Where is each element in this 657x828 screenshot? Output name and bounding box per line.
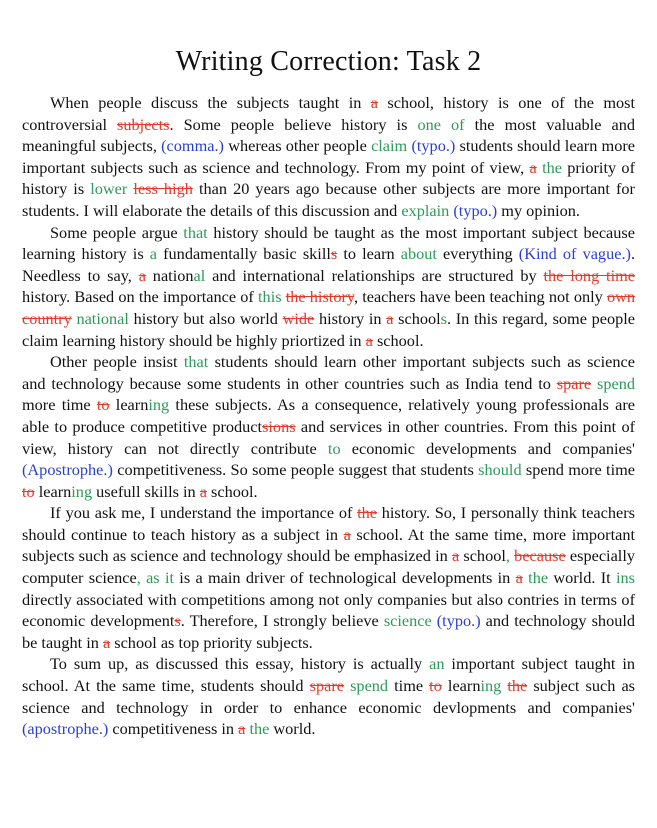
correction-note: (Apostrophe.) [22, 460, 113, 480]
deleted-text: the [357, 503, 378, 523]
text-segment: , teachers have been teaching not only [353, 287, 607, 307]
inserted-text: the [528, 568, 549, 588]
deleted-text: the long time [543, 265, 635, 285]
inserted-text: spend [597, 373, 635, 393]
text-segment: history. Based on the importance of [22, 287, 259, 307]
deleted-text: wide [282, 308, 315, 328]
inserted-text: science [383, 611, 432, 631]
inserted-text: the [249, 719, 270, 739]
inserted-text: , [505, 546, 510, 566]
paragraph [22, 653, 635, 739]
text-segment: the most valuable and meaningful subjects, [22, 114, 635, 156]
text-segment: and services in other countries. From this point of view, history can not directly contribute [22, 416, 636, 458]
text-segment: students should learn other important subjects such as science and technology because some students in other countries such as India tend to [22, 352, 636, 393]
deleted-text: a [370, 93, 378, 112]
deleted-text: a [238, 719, 246, 739]
text-segment: to learn [337, 244, 401, 264]
text-segment: spend more time [521, 460, 635, 480]
text-segment: If you ask me, I understand the importance of [50, 503, 358, 523]
inserted-text: spend [350, 676, 389, 696]
text-segment: learn [109, 395, 149, 415]
deleted-text: a [365, 330, 373, 350]
correction-note: (comma.) [161, 136, 224, 156]
text-segment: learn [34, 481, 72, 501]
text-segment: especially computer science [22, 546, 635, 588]
inserted-text: to [327, 438, 341, 458]
text-segment: and international relationships are structured by [205, 265, 544, 285]
text-segment: whereas other people [223, 136, 372, 156]
correction-note: (typo.) [411, 136, 456, 156]
inserted-text: that [183, 222, 208, 242]
inserted-text: ing [71, 481, 93, 501]
inserted-text: ing [148, 395, 170, 415]
text-segment: Other people insist [50, 352, 184, 372]
text-segment: Some people argue [50, 222, 184, 242]
text-segment: economic developments and companies' [340, 438, 635, 458]
inserted-text: al [193, 265, 206, 285]
deleted-text: a [343, 524, 351, 544]
deleted-text: because [514, 546, 566, 566]
text-segment: school [393, 308, 441, 328]
text-segment: priority of history is [22, 157, 635, 199]
deleted-text: s [330, 244, 338, 264]
deleted-text: own country [22, 287, 635, 328]
text-segment: competitiveness. So some people suggest that students [112, 460, 479, 480]
deleted-text: s [174, 611, 181, 631]
inserted-text: ing [480, 676, 502, 696]
inserted-text: s [440, 308, 447, 328]
text-segment: . Needless to say, [22, 244, 636, 285]
text-segment: world. [269, 719, 316, 739]
inserted-text: explain [401, 200, 450, 220]
text-segment: world. It [548, 568, 616, 588]
text-segment: school, history is one of the most controversial [22, 93, 635, 134]
text-segment: and technology should be taught in [22, 611, 636, 652]
text-segment: school. [372, 330, 424, 350]
deleted-text: to [96, 395, 110, 415]
text-segment: . Therefore, I strongly believe [180, 611, 384, 631]
inserted-text: national [76, 308, 129, 328]
correction-note: (typo.) [453, 200, 498, 220]
text-segment: time [388, 676, 430, 696]
text-segment: history should be taught as the most important subject because learning history is [22, 222, 635, 264]
inserted-text: this [258, 287, 282, 307]
essay-body [22, 92, 635, 740]
text-segment: . Some people believe history is [169, 114, 418, 134]
text-segment: more time [22, 395, 97, 415]
inserted-text: , as it [136, 568, 174, 588]
deleted-text: spare [556, 373, 592, 393]
text-segment: history but also world [128, 308, 283, 328]
inserted-text: a [149, 244, 157, 264]
deleted-text: a [199, 481, 207, 501]
text-segment: subject such as science and technology in order to enhance economic devlopments and companies' [22, 676, 636, 717]
deleted-text: spare [309, 676, 345, 696]
inserted-text: claim [371, 136, 408, 156]
text-segment: nation [145, 265, 194, 285]
text-segment: than 20 years ago because other subjects are more important for students. I will elaborate the details of this discussion and [22, 179, 635, 220]
inserted-text: ins [615, 568, 635, 588]
inserted-text: one of [417, 114, 465, 134]
deleted-text: to [22, 481, 35, 501]
inserted-text: the [542, 157, 562, 177]
text-segment: school. [206, 481, 258, 501]
inserted-text: should [478, 460, 522, 480]
deleted-text: a [529, 157, 537, 177]
text-segment: When people discuss the subjects taught in [50, 93, 371, 112]
deleted-text: sions [262, 416, 296, 436]
text-segment: my opinion. [497, 200, 581, 220]
text-segment: . In this regard, some people claim learning history should be highly priortized in [22, 308, 636, 350]
text-segment: To sum up, as discussed this essay, history is actually [50, 654, 430, 674]
paragraph [22, 222, 635, 352]
text-segment: these subjects. As a consequence, relatively young professionals are able to produce competitive product [22, 395, 636, 436]
correction-note: (Kind of vague.) [518, 244, 631, 264]
text-segment: important subject taught in school. At the same time, students should [22, 654, 635, 696]
text-segment: history. So, I personally think teachers should continue to teach history as a subject in [22, 503, 636, 544]
inserted-text: an [429, 654, 445, 674]
inserted-text: that [183, 352, 209, 372]
text-segment: history in [314, 308, 387, 328]
deleted-text: a [451, 546, 460, 566]
correction-note: (apostrophe.) [22, 719, 109, 739]
text-segment: directly associated with competitions among not only companies but also contries in terms of economic development [22, 589, 635, 631]
paragraph [22, 502, 635, 653]
text-segment: learn [441, 676, 481, 696]
text-segment: competitiveness in [108, 719, 239, 739]
text-segment: usefull skills in [92, 481, 200, 501]
deleted-text: a [102, 632, 111, 652]
text-segment: everything [436, 244, 519, 264]
correction-note: (typo.) [436, 611, 481, 631]
paragraph [22, 92, 635, 222]
paragraph [22, 351, 635, 502]
deleted-text: a [138, 265, 146, 285]
deleted-text: to [429, 676, 442, 696]
inserted-text: lower [90, 179, 128, 199]
text-segment: school [459, 546, 506, 566]
text-segment: fundamentally basic skill [157, 244, 331, 264]
deleted-text: a [515, 568, 523, 588]
deleted-text: the history [285, 287, 354, 307]
inserted-text: about [400, 244, 437, 264]
text-segment: students should learn more important subjects such as science and technology. From my point of view, [22, 136, 636, 177]
text-segment: school. At the same time, more important subjects such as science and technology should be emphasized in [22, 524, 636, 566]
page-title: Writing Correction: Task 2 [175, 46, 482, 77]
deleted-text: subjects [117, 114, 170, 134]
deleted-text: a [386, 308, 394, 328]
deleted-text: less high [133, 179, 193, 199]
deleted-text: the [507, 676, 528, 696]
text-segment: school as top priority subjects. [110, 632, 313, 652]
text-segment: is a main driver of technological developments in [174, 568, 516, 588]
